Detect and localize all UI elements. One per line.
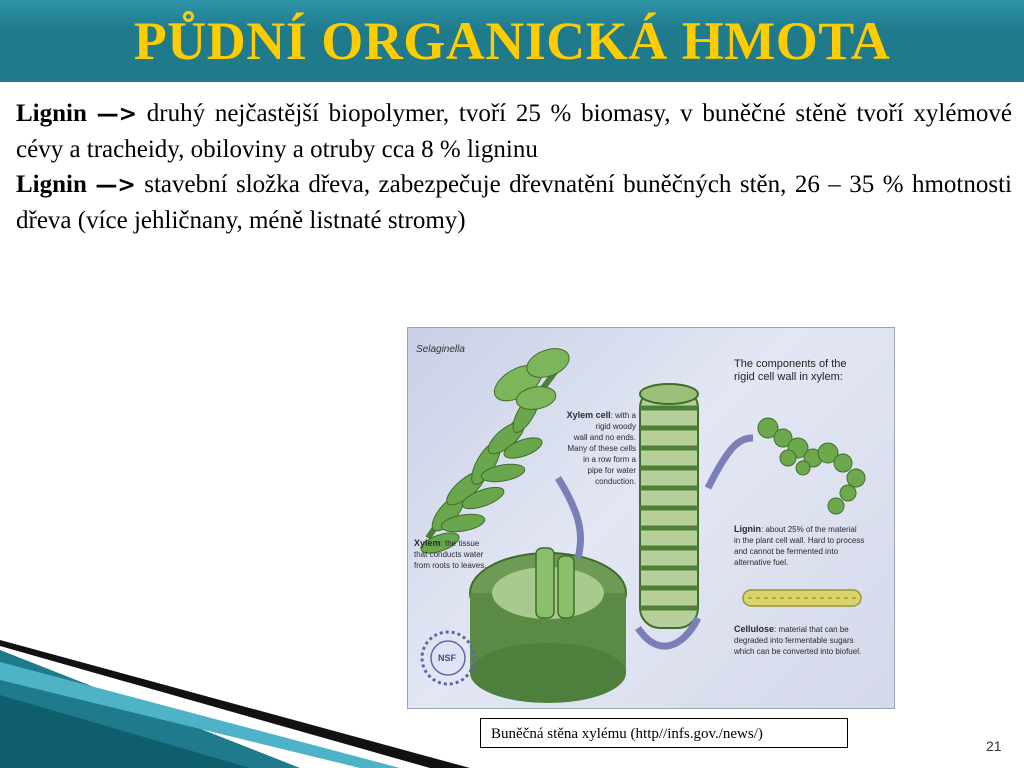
nsf-logo-text: NSF (438, 653, 456, 663)
figure-caption: Buněčná stěna xylému (http//infs.gov./news/) (480, 718, 848, 748)
paragraph-2 (16, 167, 1012, 238)
term-lignin-1: Lignin (16, 100, 87, 127)
arrow-1: —> (96, 102, 138, 127)
xylem-figure (407, 327, 895, 709)
cellulose-strand-graphic (743, 590, 861, 606)
paragraph-1 (16, 96, 1012, 167)
cellulose-label: Cellulose: material that can be degraded into fermentable sugars which can be converted into biofuel. (734, 624, 862, 656)
xylem-cell-tube-graphic (640, 384, 698, 628)
term-lignin-2: Lignin (16, 171, 87, 198)
paragraph-1-text: druhý nejčastější biopolymer, tvoří 25 % biomasy, v buněčné stěně tvoří xylémové cévy a tracheidy, obiloviny a otruby cca 8 % ligninu (16, 100, 1013, 163)
xylem-title: Xylem (414, 538, 441, 548)
lignin-molecule-graphic (758, 418, 865, 514)
cellulose-title: Cellulose (734, 624, 775, 634)
slide-title: PŮDNÍ ORGANICKÁ HMOTA (133, 11, 891, 71)
xylem-cell-title: Xylem cell (566, 410, 611, 420)
decorative-swoosh (0, 640, 480, 768)
page-number: 21 (986, 738, 1002, 754)
body-text (16, 96, 1012, 238)
xylem-cell-label: Xylem cell: with a rigid woody wall and no ends. Many of these cells in a row form a pipe for water conduction. (566, 410, 636, 486)
lignin-title: Lignin (734, 524, 761, 534)
paragraph-2-text: stavební složka dřeva, zabezpečuje dřevnatění buněčných stěn, 26 – 35 % hmotnosti dřeva (více jehličnany, méně listnaté stromy) (16, 171, 1012, 234)
arrow-2: —> (95, 173, 136, 198)
xylem-stem-graphic (470, 548, 626, 703)
selaginella-plant-graphic (418, 343, 573, 557)
lignin-label: Lignin: about 25% of the material in the plant cell wall. Hard to process and cannot be fermented into alternative fuel. (734, 524, 865, 567)
components-heading: The components of the rigid cell wall in xylem: (734, 358, 847, 383)
xylem-label: Xylem: the tissue that conducts water from roots to leaves. (414, 538, 487, 570)
plant-label: Selaginella (416, 344, 465, 355)
